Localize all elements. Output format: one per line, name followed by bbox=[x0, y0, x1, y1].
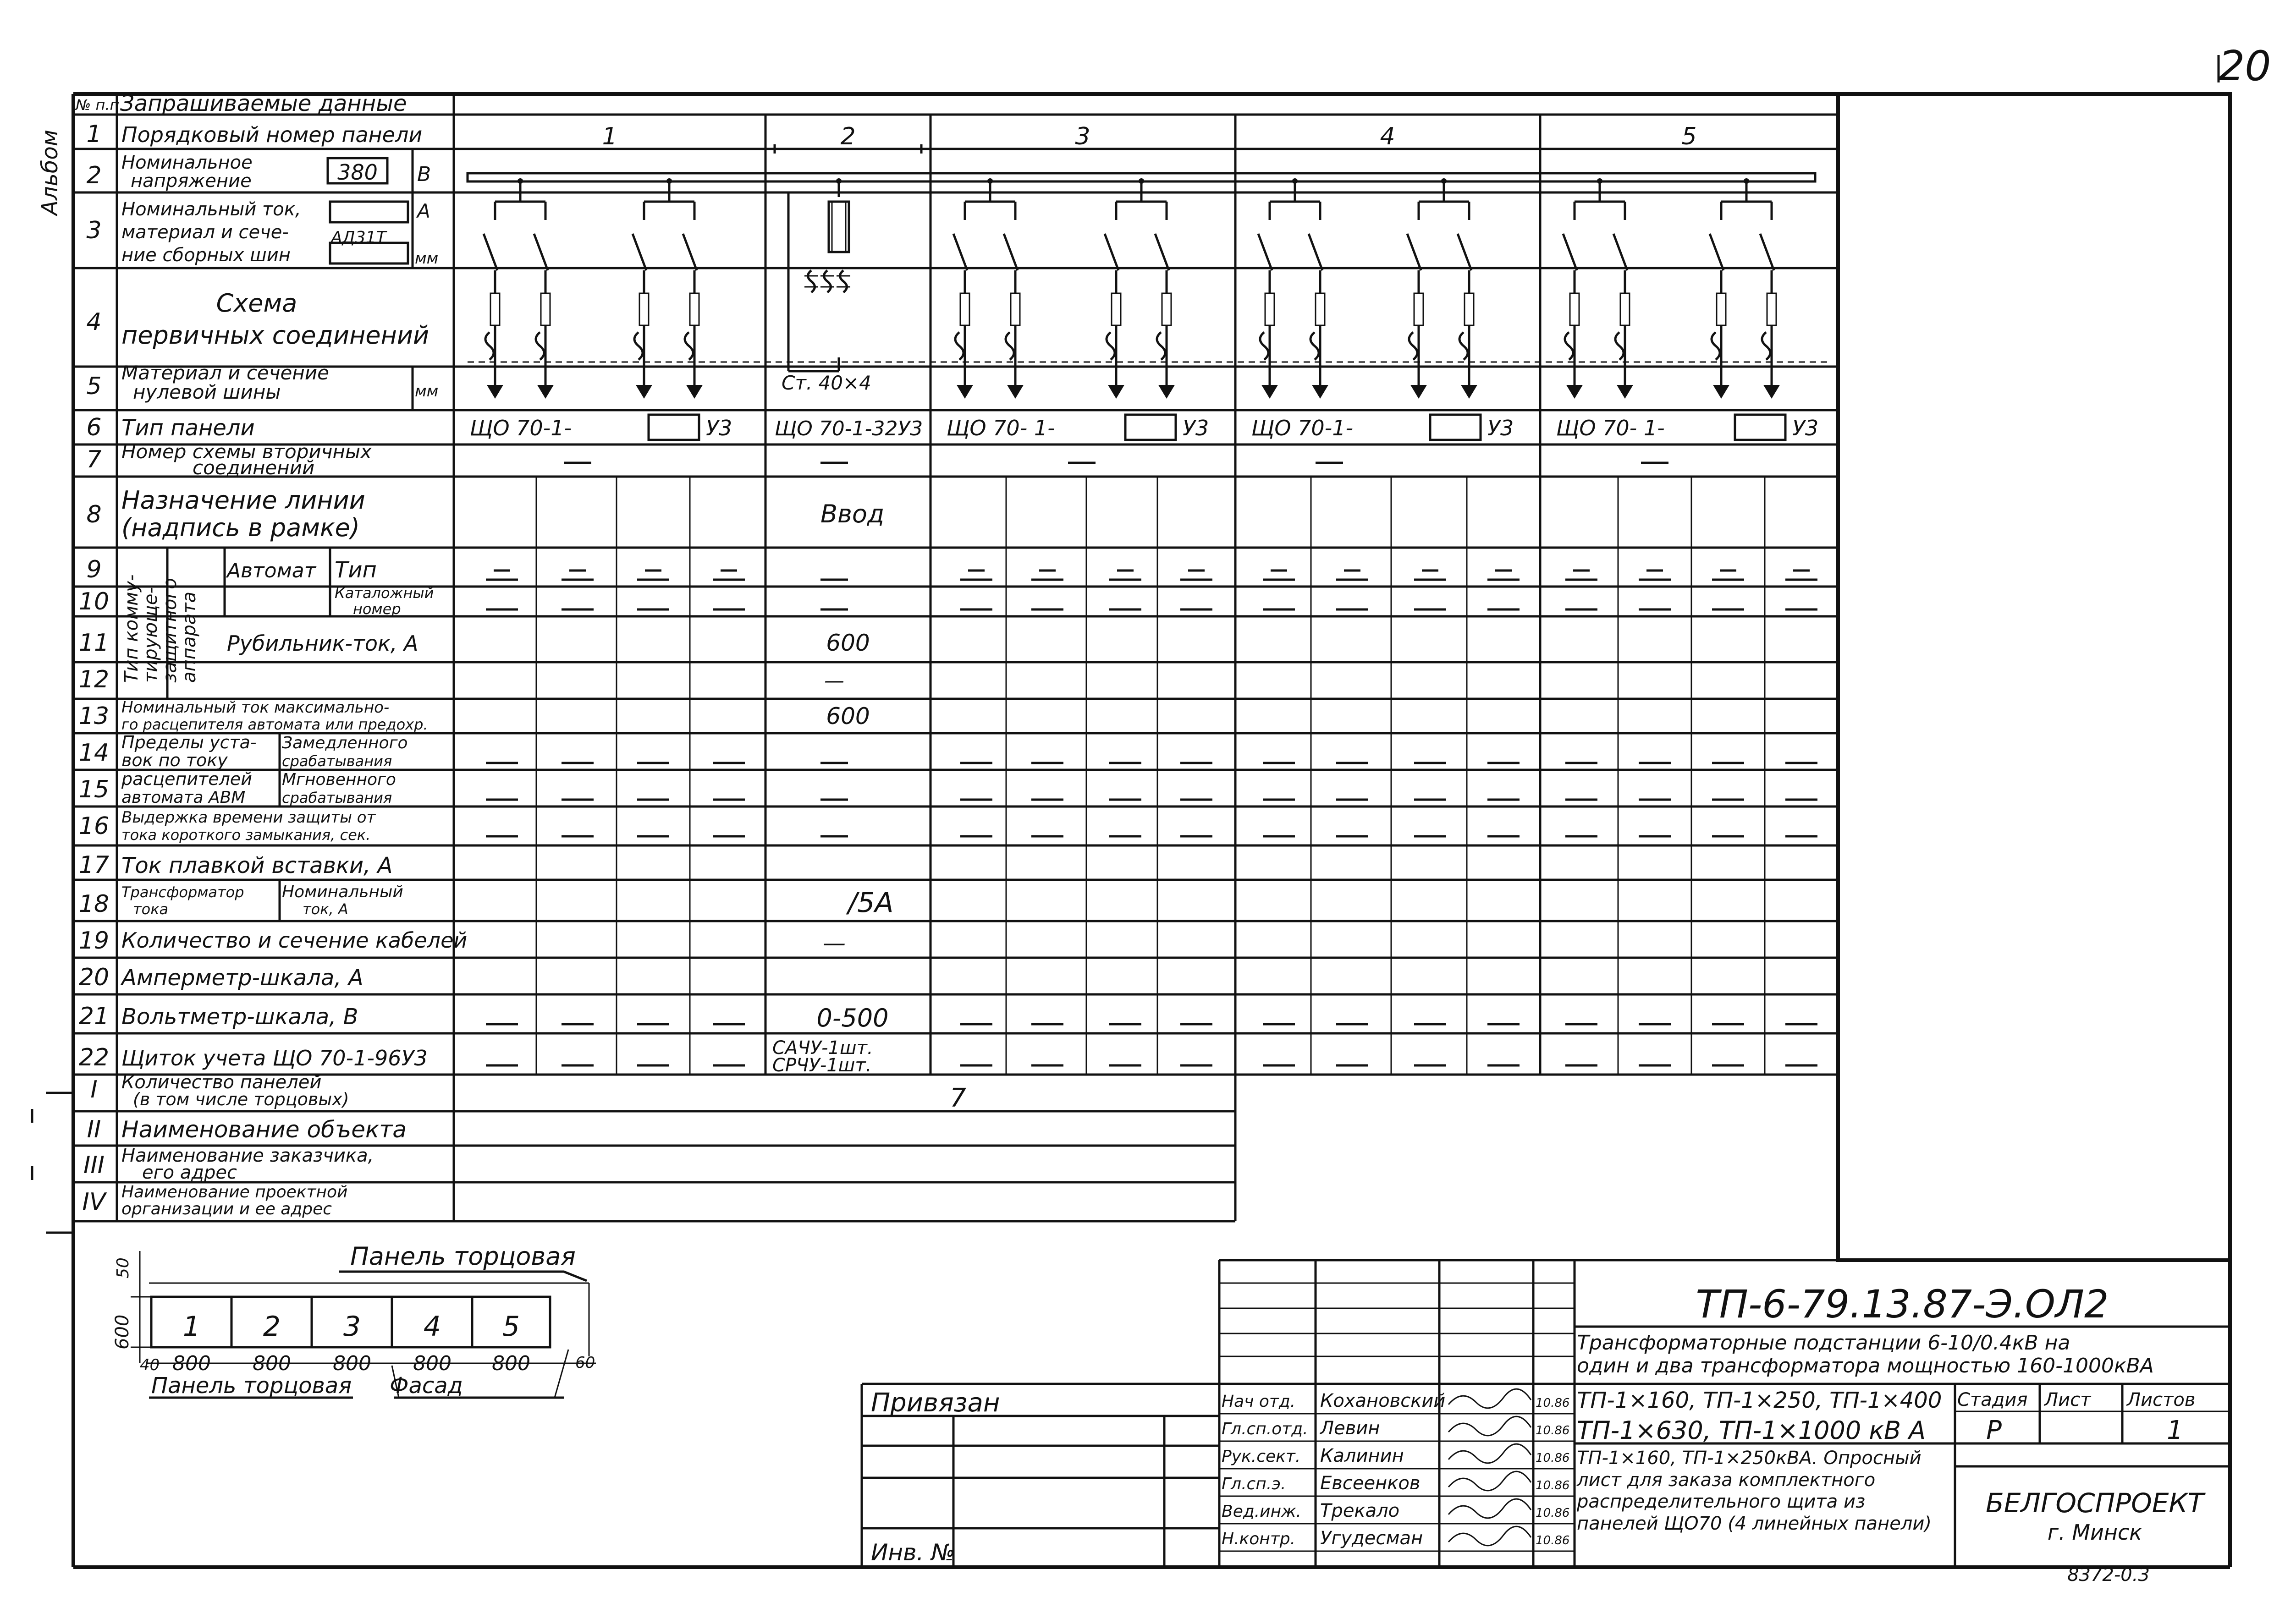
stage-label: Стадия bbox=[1957, 1389, 2028, 1410]
breaker-blade bbox=[953, 234, 967, 270]
ct-symbol bbox=[634, 332, 643, 360]
panel-type-prefix: ЩО 70-1- bbox=[470, 416, 572, 440]
primary-circuit-schematics bbox=[468, 173, 1829, 399]
row-label: го расцепителя автомата или предохр. bbox=[121, 716, 428, 733]
ct-symbol bbox=[685, 332, 693, 360]
row-num: I bbox=[90, 1076, 98, 1103]
fuse-symbol bbox=[960, 293, 969, 325]
panel-number: 1 bbox=[602, 123, 617, 150]
row-label: Порядковый номер панели bbox=[121, 122, 423, 147]
breaker-blade bbox=[1458, 234, 1471, 270]
row-label: первичных соединений bbox=[121, 321, 429, 350]
breaker-blade bbox=[1004, 234, 1018, 270]
doc-variants: ТП-1×630, ТП-1×1000 кВ А bbox=[1577, 1416, 1926, 1445]
row-num: 11 bbox=[78, 629, 110, 657]
panel-number: 2 bbox=[840, 123, 856, 150]
org-city: г. Минск bbox=[2047, 1520, 2142, 1545]
fuse-symbol bbox=[1162, 293, 1171, 325]
row-label: вок по току bbox=[121, 750, 228, 770]
ct-symbol bbox=[824, 270, 831, 292]
handwritten-signature bbox=[1448, 1416, 1531, 1436]
signature-role: Гл.сп.отд. bbox=[1222, 1420, 1308, 1438]
breaker-blade bbox=[1563, 234, 1577, 270]
row-label: Выдержка времени защиты от bbox=[121, 808, 376, 827]
row-num: 13 bbox=[78, 702, 110, 730]
signature-role: Вед.инж. bbox=[1222, 1502, 1301, 1521]
voltmeter-range: 0-500 bbox=[816, 1004, 889, 1032]
signature-date: 10.86 bbox=[1536, 1396, 1570, 1410]
row-num: 5 bbox=[86, 373, 102, 400]
breaker-blade bbox=[484, 234, 497, 270]
cable-arrow-icon bbox=[1410, 385, 1427, 399]
signature-name: Угудесман bbox=[1320, 1528, 1423, 1549]
value-box bbox=[330, 202, 408, 222]
breaker-blade bbox=[1613, 234, 1627, 270]
panel-type-box bbox=[1125, 415, 1176, 440]
handwritten-signature bbox=[1448, 1444, 1531, 1463]
row-label: срабатывания bbox=[282, 789, 392, 807]
panel-type-suffix: У3 bbox=[1183, 416, 1209, 440]
fuse-symbol bbox=[490, 293, 500, 325]
breaker-blade bbox=[534, 234, 548, 270]
row-label: Количество панелей bbox=[121, 1072, 322, 1093]
panel-type-suffix: У3 bbox=[1792, 416, 1819, 440]
row-num: 12 bbox=[78, 666, 110, 693]
doc-code: ТП-6-79.13.87-Э.ОЛ2 bbox=[1696, 1282, 2109, 1327]
junction-dot bbox=[836, 178, 842, 184]
row-label: Наименование проектной bbox=[121, 1183, 348, 1202]
fuse-symbol bbox=[1112, 293, 1121, 325]
junction-dot bbox=[1597, 178, 1602, 184]
junction-dot bbox=[1744, 178, 1749, 184]
group-label: Тип комму- bbox=[121, 574, 142, 683]
cable-arrow-icon bbox=[1713, 385, 1729, 399]
breaker-blade bbox=[1309, 234, 1322, 270]
ct-symbol bbox=[1762, 332, 1770, 360]
sheet-label: Лист bbox=[2044, 1389, 2091, 1410]
signature-role: Гл.сп.э. bbox=[1222, 1475, 1286, 1493]
unit-label: В bbox=[417, 163, 431, 186]
breaker-blade bbox=[1407, 234, 1421, 270]
row-num: 2 bbox=[86, 162, 102, 189]
header-num: № п.п bbox=[76, 96, 120, 114]
row-label: Количество и сечение кабелей bbox=[121, 928, 468, 953]
row-num: 14 bbox=[78, 739, 110, 767]
junction-dot bbox=[987, 178, 993, 184]
fuse-symbol bbox=[1620, 293, 1630, 325]
row-num: 17 bbox=[78, 851, 110, 879]
row-label: Наименование заказчика, bbox=[121, 1145, 374, 1166]
ct-symbol bbox=[536, 332, 544, 360]
org-name: БЕЛГОСПРОЕКТ bbox=[1985, 1487, 2204, 1519]
facade-top-dim: 50 bbox=[114, 1257, 132, 1278]
row-num: 18 bbox=[78, 890, 110, 918]
nominal-voltage-value: 380 bbox=[337, 160, 378, 185]
cable-arrow-icon bbox=[1312, 385, 1328, 399]
facade-end-right: 60 bbox=[575, 1354, 595, 1372]
row-num: 16 bbox=[78, 812, 110, 840]
row-label: организации и ее адрес bbox=[121, 1200, 332, 1218]
cable-arrow-icon bbox=[1007, 385, 1024, 399]
sheets-total: 1 bbox=[2167, 1416, 2183, 1445]
signature-name: Трекало bbox=[1320, 1500, 1400, 1521]
row-num: 6 bbox=[86, 414, 102, 441]
fuse-symbol bbox=[1465, 293, 1474, 325]
signature-name: Кохановский bbox=[1320, 1390, 1446, 1411]
row-label: Автомат bbox=[227, 559, 316, 582]
row-label: Пределы уста- bbox=[121, 732, 257, 752]
row-label: напряжение bbox=[131, 170, 252, 192]
panel-type-suffix: У3 bbox=[1487, 416, 1514, 440]
cable-arrow-icon bbox=[686, 385, 703, 399]
facade-panel-number: 4 bbox=[423, 1311, 441, 1343]
fuse-symbol bbox=[639, 293, 649, 325]
row-label: Номинальный ток максимально- bbox=[121, 698, 390, 717]
row-label: Номинальный ток, bbox=[121, 199, 301, 220]
facade-width: 800 bbox=[172, 1352, 211, 1375]
signature-name: Калинин bbox=[1320, 1445, 1404, 1466]
row-num: 1 bbox=[86, 121, 102, 148]
row-label: Замедленного bbox=[282, 734, 408, 752]
panel-type-prefix: ЩО 70-1- bbox=[1251, 416, 1354, 440]
facade-end-left: 40 bbox=[140, 1356, 160, 1374]
unit-label: мм bbox=[415, 249, 439, 268]
facade-panel-number: 3 bbox=[343, 1311, 361, 1343]
row-num: 8 bbox=[86, 501, 102, 528]
cable-arrow-icon bbox=[1763, 385, 1780, 399]
unit-label: А bbox=[417, 200, 430, 222]
row-label: ние сборных шин bbox=[121, 245, 291, 266]
fuse-symbol bbox=[690, 293, 699, 325]
cable-arrow-icon bbox=[1617, 385, 1633, 399]
row-label: Вольтметр-шкала, В bbox=[121, 1004, 358, 1030]
row-label: Номер схемы вторичных bbox=[121, 440, 372, 463]
row-label: срабатывания bbox=[282, 752, 392, 770]
handwritten-signature bbox=[1448, 1471, 1531, 1491]
facade-title: Панель торцовая bbox=[350, 1242, 576, 1271]
facade-height: 600 bbox=[112, 1314, 133, 1350]
breaker-blade bbox=[1710, 234, 1723, 270]
ct-current: /5А bbox=[848, 887, 894, 919]
doc-title: один и два трансформатора мощностью 160-1000кВА bbox=[1577, 1354, 2154, 1377]
panel-type-box bbox=[1735, 415, 1785, 440]
ct-symbol bbox=[1107, 332, 1115, 360]
group-label: аппарата bbox=[179, 591, 200, 683]
row-label: Назначение линии bbox=[121, 486, 365, 515]
fuse-symbol bbox=[1265, 293, 1274, 325]
ct-symbol bbox=[1712, 332, 1720, 360]
handwritten-signature bbox=[1448, 1499, 1531, 1518]
panel-type-prefix: ЩО 70- 1- bbox=[947, 416, 1055, 440]
cable-arrow-icon bbox=[1261, 385, 1278, 399]
row-label: Наименование объекта bbox=[121, 1116, 407, 1143]
cables-value: — bbox=[823, 930, 846, 956]
sheets-label: Листов bbox=[2127, 1389, 2196, 1410]
cable-arrow-icon bbox=[1158, 385, 1175, 399]
row-label: нулевой шины bbox=[133, 381, 281, 403]
row-num: 19 bbox=[78, 927, 110, 955]
row-label: Тип панели bbox=[121, 415, 255, 441]
row-label: соединений bbox=[193, 456, 315, 479]
row-num: IV bbox=[82, 1188, 106, 1216]
row-num: 22 bbox=[78, 1044, 110, 1071]
panel-count: 7 bbox=[950, 1083, 966, 1113]
ct-symbol bbox=[485, 332, 494, 360]
ct-symbol bbox=[1459, 332, 1468, 360]
switch-current: 600 bbox=[826, 630, 870, 656]
row-label: Амперметр-шкала, А bbox=[121, 965, 363, 991]
ct-symbol bbox=[955, 332, 964, 360]
fuse-symbol bbox=[541, 293, 550, 325]
album-label: Альбом bbox=[37, 130, 63, 215]
facade-width: 800 bbox=[492, 1352, 530, 1375]
row-label: Ток плавкой вставки, А bbox=[121, 853, 393, 878]
row-label: Рубильник-ток, А bbox=[227, 631, 418, 656]
ct-symbol bbox=[1157, 332, 1165, 360]
signature-date: 10.86 bbox=[1536, 1424, 1570, 1437]
cable-arrow-icon bbox=[957, 385, 973, 399]
group-label: тирующе- bbox=[140, 587, 161, 683]
cable-arrow-icon bbox=[1108, 385, 1124, 399]
ct-symbol bbox=[1006, 332, 1014, 360]
row-label: Схема bbox=[216, 289, 297, 318]
fuse-symbol bbox=[1011, 293, 1020, 325]
questionnaire-table-text bbox=[75, 91, 1818, 1218]
inventory-label: Инв. № bbox=[871, 1539, 955, 1566]
signature-date: 10.86 bbox=[1536, 1479, 1570, 1492]
facade-leader bbox=[555, 1350, 568, 1398]
panel-type-prefix: ЩО 70- 1- bbox=[1556, 416, 1665, 440]
row-label: Тип bbox=[335, 557, 377, 583]
handwritten-signature bbox=[1448, 1389, 1531, 1408]
stage-value: Р bbox=[1986, 1416, 2002, 1445]
breaker-blade bbox=[633, 234, 646, 270]
bottom-code: 8372-0.3 bbox=[2067, 1564, 2150, 1586]
fuse-symbol bbox=[1767, 293, 1776, 325]
row-num: 15 bbox=[78, 776, 110, 803]
signature-date: 10.86 bbox=[1536, 1451, 1570, 1465]
junction-dot bbox=[1139, 178, 1144, 184]
ct-symbol bbox=[840, 270, 847, 292]
cable-arrow-icon bbox=[487, 385, 503, 399]
panel-number: 5 bbox=[1681, 123, 1697, 150]
title-block bbox=[1219, 1260, 2230, 1586]
panel-number: 4 bbox=[1380, 123, 1395, 150]
row-label: автомата АВМ bbox=[121, 788, 246, 807]
row-num: III bbox=[83, 1152, 105, 1179]
line-purpose: Ввод bbox=[820, 499, 885, 528]
row-num: 20 bbox=[78, 964, 110, 991]
ct-symbol bbox=[1409, 332, 1417, 360]
ct-symbol bbox=[1260, 332, 1268, 360]
ct-symbol bbox=[808, 270, 815, 292]
row-num: 21 bbox=[78, 1003, 110, 1030]
meter-value: САЧУ-1шт. bbox=[772, 1037, 873, 1059]
facade-drawing bbox=[112, 1242, 596, 1399]
facade-facade-label: Фасад bbox=[390, 1373, 463, 1399]
row12-value: — bbox=[824, 669, 844, 692]
signature-role: Нач отд. bbox=[1222, 1392, 1296, 1411]
group-label: защитного bbox=[160, 578, 181, 683]
row-label: Номинальный bbox=[282, 883, 403, 901]
fuse-symbol bbox=[1414, 293, 1423, 325]
row-num: 7 bbox=[86, 446, 102, 473]
row-num: 4 bbox=[86, 308, 102, 336]
row-label: Номинальное bbox=[121, 152, 253, 173]
facade-width: 800 bbox=[413, 1352, 451, 1375]
panel-type-box bbox=[649, 415, 699, 440]
signature-name: Левин bbox=[1320, 1418, 1380, 1439]
junction-dot bbox=[1441, 178, 1447, 184]
junction-dot bbox=[1292, 178, 1298, 184]
junction-dot bbox=[666, 178, 672, 184]
fuse-symbol bbox=[1717, 293, 1726, 325]
junction-dot bbox=[518, 178, 523, 184]
meter-value: СРЧУ-1шт. bbox=[772, 1055, 872, 1076]
sheet-title: лист для заказа комплектного bbox=[1577, 1470, 1876, 1491]
max-current: 600 bbox=[826, 703, 870, 730]
cable-arrow-icon bbox=[537, 385, 554, 399]
header-label: Запрашиваемые данные bbox=[120, 91, 407, 116]
ct-symbol bbox=[1565, 332, 1573, 360]
row-label: ток, А bbox=[303, 900, 348, 918]
row-label: Каталожный bbox=[335, 584, 434, 602]
row-label: тока bbox=[133, 900, 169, 918]
sheet-title: распределительного щита из bbox=[1577, 1491, 1866, 1512]
row-label: (в том числе торцовых) bbox=[133, 1089, 349, 1109]
facade-panel-number: 2 bbox=[263, 1311, 281, 1343]
bus-material: АД31Т bbox=[331, 228, 386, 247]
row-label: (надпись в рамке) bbox=[121, 513, 360, 542]
fuse-symbol bbox=[1316, 293, 1325, 325]
cable-arrow-icon bbox=[636, 385, 652, 399]
breaker-blade bbox=[1258, 234, 1272, 270]
sheet-title: панелей ЩО70 (4 линейных панели) bbox=[1577, 1513, 1932, 1534]
row-label: тока короткого замыкания, сек. bbox=[121, 826, 371, 844]
cable-arrow-icon bbox=[1566, 385, 1583, 399]
row-label: материал и сече- bbox=[121, 222, 289, 243]
row-label: Трансформатор bbox=[121, 883, 244, 901]
row-label: номер bbox=[353, 600, 401, 618]
handwritten-signature bbox=[1448, 1526, 1531, 1546]
panel-type-full: ЩО 70-1-32У3 bbox=[775, 417, 923, 440]
row-num: 3 bbox=[86, 217, 102, 244]
signature-date: 10.86 bbox=[1536, 1506, 1570, 1520]
facade-width: 800 bbox=[253, 1352, 291, 1375]
doc-variants: ТП-1×160, ТП-1×250, ТП-1×400 bbox=[1577, 1388, 1942, 1413]
row-num: 9 bbox=[86, 556, 102, 583]
sheet-title: ТП-1×160, ТП-1×250кВА. Опросный bbox=[1577, 1448, 1922, 1469]
row-num: II bbox=[87, 1116, 101, 1143]
doc-title: Трансформаторные подстанции 6-10/0.4кВ на bbox=[1577, 1331, 2070, 1355]
facade-panel-number: 1 bbox=[182, 1311, 201, 1343]
binding-block bbox=[862, 1384, 1219, 1567]
row-label: Материал и сечение bbox=[121, 362, 329, 384]
facade-width: 800 bbox=[333, 1352, 371, 1375]
corner-number: 20 bbox=[2219, 42, 2271, 90]
facade-leader bbox=[564, 1272, 587, 1281]
unit-label: мм bbox=[415, 382, 439, 401]
facade-panel-number: 5 bbox=[502, 1311, 520, 1343]
fuse-symbol bbox=[1570, 293, 1579, 325]
signature-role: Рук.сект. bbox=[1222, 1447, 1301, 1466]
panel-type-suffix: У3 bbox=[706, 416, 732, 440]
row-num: 10 bbox=[78, 588, 110, 615]
panel-type-box bbox=[1430, 415, 1481, 440]
row-label: его адрес bbox=[142, 1162, 237, 1183]
facade-bottom-label: Панель торцовая bbox=[151, 1373, 352, 1399]
signature-name: Евсеенков bbox=[1320, 1473, 1421, 1494]
breaker-blade bbox=[1760, 234, 1774, 270]
breaker-blade bbox=[1155, 234, 1169, 270]
ct-symbol bbox=[1615, 332, 1624, 360]
neutral-bus: Ст. 40×4 bbox=[782, 372, 871, 394]
panel-number: 3 bbox=[1075, 123, 1090, 150]
binding-label: Привязан bbox=[871, 1388, 1000, 1418]
breaker-blade bbox=[683, 234, 697, 270]
row-label: Щиток учета ЩО 70-1-96У3 bbox=[121, 1046, 428, 1070]
breaker-blade bbox=[1105, 234, 1118, 270]
row-label: Мгновенного bbox=[282, 770, 396, 789]
row-label: расцепителей bbox=[121, 769, 252, 789]
signature-role: Н.контр. bbox=[1222, 1530, 1296, 1548]
signature-date: 10.86 bbox=[1536, 1534, 1570, 1547]
cable-arrow-icon bbox=[1461, 385, 1477, 399]
ct-symbol bbox=[1310, 332, 1319, 360]
